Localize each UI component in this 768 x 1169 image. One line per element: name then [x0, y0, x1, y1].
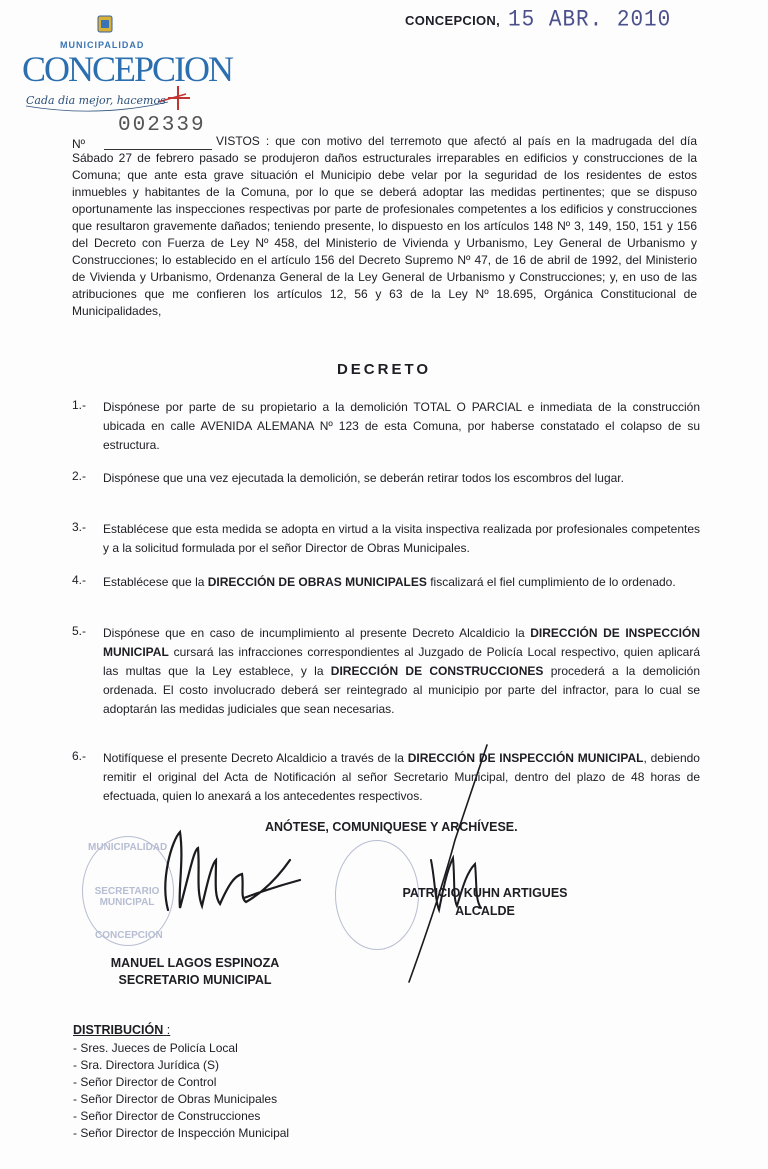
- item-text: Dispónese que una vez ejecutada la demolición, se deberán retirar todos los escombros del lugar.: [103, 471, 624, 485]
- secretario-name: MANUEL LAGOS ESPINOZA: [110, 956, 280, 970]
- decree-item-4: [72, 573, 700, 592]
- decree-item-3: [72, 520, 700, 558]
- municipality-logo: [18, 14, 233, 119]
- seal-text-mid: SECRETARIO MUNICIPAL: [94, 886, 160, 908]
- list-item: - Señor Director de Construcciones: [73, 1109, 261, 1123]
- seal-text-bottom: CONCEPCION: [95, 930, 163, 941]
- list-item: - Señor Director de Inspección Municipal: [73, 1126, 290, 1140]
- alcalde-title: ALCALDE: [455, 904, 515, 918]
- distribution-title: DISTRIBUCIÓN :: [73, 1023, 171, 1037]
- decree-item-6: [72, 749, 700, 806]
- secretario-title: SECRETARIO MUNICIPAL: [118, 973, 272, 987]
- decree-number-label: Nº: [72, 137, 86, 151]
- item-text: Dispónese por parte de su propietario a la demolición TOTAL O PARCIAL e inmediata de la construcción ubicada en calle AVENIDA ALEMANA Nº 123 de esta Comuna, por haberse constatado el colapso de su estructura.: [103, 400, 700, 452]
- list-item: - Sra. Directora Jurídica (S): [73, 1058, 220, 1072]
- closing-formula: ANÓTESE, COMUNIQUESE Y ARCHÍVESE.: [265, 820, 518, 834]
- item-text: Notifíquese el presente Decreto Alcaldicio a través de la DIRECCIÓN DE INSPECCIÓN MUNICIPAL, debiendo remitir el original del Acta de Notificación al señor Secretario Municipal, dentro del plazo de 48 horas de efectuada, quien lo anexará a los antecedentes respectivos.: [103, 751, 700, 803]
- item-number: 1.-: [72, 398, 87, 412]
- item-text: Dispónese que en caso de incumplimiento al presente Decreto Alcaldicio la DIRECCIÓN DE INSPECCIÓN MUNICIPAL cursará las infracciones correspondientes al Juzgado de Policía Local respectivo, quien aplicará las multas que la Ley establece, y la DIRECCIÓN DE CONSTRUCCIONES procederá a la demolición ordenada. El costo involucrado deberá ser reintegrado al municipio por parte del infractor, para lo cual se adoptarán las medidas judiciales que sean necesarias.: [103, 626, 700, 716]
- decree-number-stamp: 002339: [118, 114, 206, 137]
- logo-brand-text: MUNICIPALIDAD: [60, 40, 145, 50]
- alcalde-name: PATRICIO KUHN ARTIGUES: [402, 886, 568, 900]
- decree-item-1: [72, 398, 700, 455]
- decreto-title: DECRETO: [336, 361, 432, 378]
- logo-city-text: CONCEPCION: [22, 49, 233, 89]
- mayor-signature-icon: [395, 740, 515, 990]
- date-stamp: 15 ABR. 2010: [508, 7, 672, 34]
- list-item: - Señor Director de Control: [73, 1075, 217, 1089]
- item-number: 5.-: [72, 624, 87, 638]
- date-line: [405, 9, 671, 35]
- decree-item-5: [72, 624, 700, 719]
- list-item: - Señor Director de Obras Municipales: [73, 1092, 278, 1106]
- secretary-signature-icon: [150, 820, 320, 920]
- item-number: 3.-: [72, 520, 87, 534]
- item-text: Establécese que esta medida se adopta en virtud a la visita inspectiva realizada por profesionales competentes y a la solicitud formulada por el señor Director de Obras Municipales.: [103, 522, 700, 555]
- decree-item-2: [72, 469, 700, 488]
- item-number: 6.-: [72, 749, 87, 763]
- seal-text-top: MUNICIPALIDAD: [88, 842, 168, 853]
- item-number: 4.-: [72, 573, 87, 587]
- item-text: Establécese que la DIRECCIÓN DE OBRAS MUNICIPALES fiscalizará el fiel cumplimiento de lo ordenado.: [103, 575, 676, 589]
- list-item: - Sres. Jueces de Policía Local: [73, 1041, 238, 1055]
- logo-slogan: Cada dia mejor, hacemos: [26, 94, 166, 107]
- vistos-paragraph: VISTOS : que con motivo del terremoto que afectó al país en la madrugada del día Sábado 27 de febrero pasado se produjeron daños estructurales irreparables en edificios y construcciones de la Comuna; que ante esta grave situación el Municipio debe velar por la seguridad de los residentes de estos inmuebles y habitantes de la Comuna, por lo que se deberá adoptar las medidas pertinentes; que se dispuso oportunamente las inspecciones respectivas por parte de profesionales competentes a los edificios y construcciones que resultaron gravemente dañados; teniendo presente, lo dispuesto en los artículos 148 Nº 3, 149, 150, 151 y 156 del Decreto con Fuerza de Ley Nº 458, del Ministerio de Vivienda y Urbanismo, Ley General de Urbanismo y Construcciones; lo establecido en el artículo 156 del Decreto Supremo Nº 47, de 16 de abril de 1992, del Ministerio de Vivienda y Urbanismo, Ordenanza General de la Ley General de Urbanismo y Construcciones; y, en uso de las atribuciones que me confieren los artículos 12, 56 y 63 de la Ley Nº 18.695, Orgánica Constitucional de Municipalidades,: [72, 134, 697, 318]
- city-label: CONCEPCION,: [405, 13, 501, 28]
- distribution-list: [73, 1040, 289, 1142]
- item-number: 2.-: [72, 469, 87, 483]
